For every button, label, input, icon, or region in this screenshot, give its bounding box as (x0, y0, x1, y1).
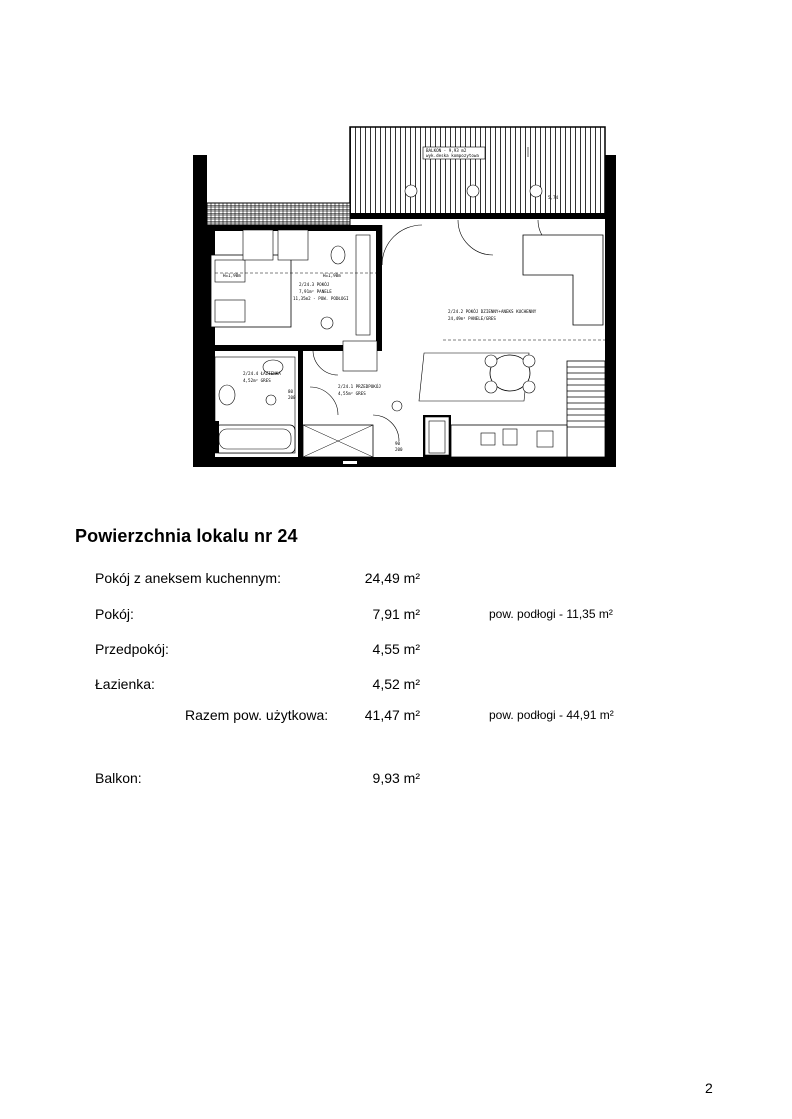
row-label: Łazienka: (95, 676, 155, 692)
przedpokoj-area: 4,55m² GRES (338, 391, 366, 396)
row-value: 9,93 m² (372, 770, 420, 786)
row-label: Pokój: (95, 606, 134, 622)
przedpokoj-label: 2/24.1 PRZEDPOKÓJ (338, 384, 381, 389)
row-label: Pokój z aneksem kuchennym: (95, 570, 281, 586)
row-value: 4,52 m² (372, 676, 420, 692)
pokoj-label: 2/24.3 POKÓJ (299, 282, 330, 287)
salon-area: 24,49m² PANELE/GRES (448, 316, 496, 321)
height-label-2: H=1,90m (323, 273, 341, 278)
door2-width: 90 (395, 441, 401, 446)
row-note: pow. podłogi - 11,35 m² (489, 607, 613, 621)
row-value: 41,47 m² (364, 707, 420, 723)
balcony (350, 127, 605, 215)
lazienka-label: 2/24.4 ŁAZIENKA (243, 371, 281, 376)
pokoj-area: 7,91m² PANELE (299, 289, 332, 294)
balcony-sublabel: wyk.deska kompozytowa (426, 153, 479, 158)
pokoj-floor: 11,35m2 - POW. PODŁOGI (293, 296, 349, 301)
row-value: 7,91 m² (372, 606, 420, 622)
area-row-pokoj (0, 606, 792, 626)
area-row-balkon (0, 770, 792, 790)
area-row-przedpokoj (0, 641, 792, 661)
row-note: pow. podłogi - 44,91 m² (489, 708, 614, 722)
floor-plan (193, 125, 616, 467)
door1-height: 200 (288, 395, 296, 400)
row-value: 24,49 m² (364, 570, 420, 586)
area-row-salon (0, 570, 792, 590)
balcony-label: BALKON - 9,93 m2 (426, 148, 467, 153)
row-label: Balkon: (95, 770, 142, 786)
page-number: 2 (705, 1080, 713, 1096)
door1-width: 80 (288, 389, 294, 394)
door2-height: 200 (395, 447, 403, 452)
area-row-lazienka (0, 676, 792, 696)
page-title: Powierzchnia lokalu nr 24 (75, 526, 298, 546)
height-label-1: H=1,90m (223, 273, 241, 278)
row-value: 4,55 m² (372, 641, 420, 657)
dim-label: 5,74 (548, 195, 559, 200)
row-label: Razem pow. użytkowa: (185, 707, 329, 723)
salon-label: 2/24.2 POKÓJ DZIENNY+ANEKS KUCHENNY (448, 309, 537, 314)
lazienka-area: 4,52m² GRES (243, 378, 271, 383)
row-label: Przedpokój: (95, 641, 169, 657)
area-row-total (0, 707, 792, 727)
